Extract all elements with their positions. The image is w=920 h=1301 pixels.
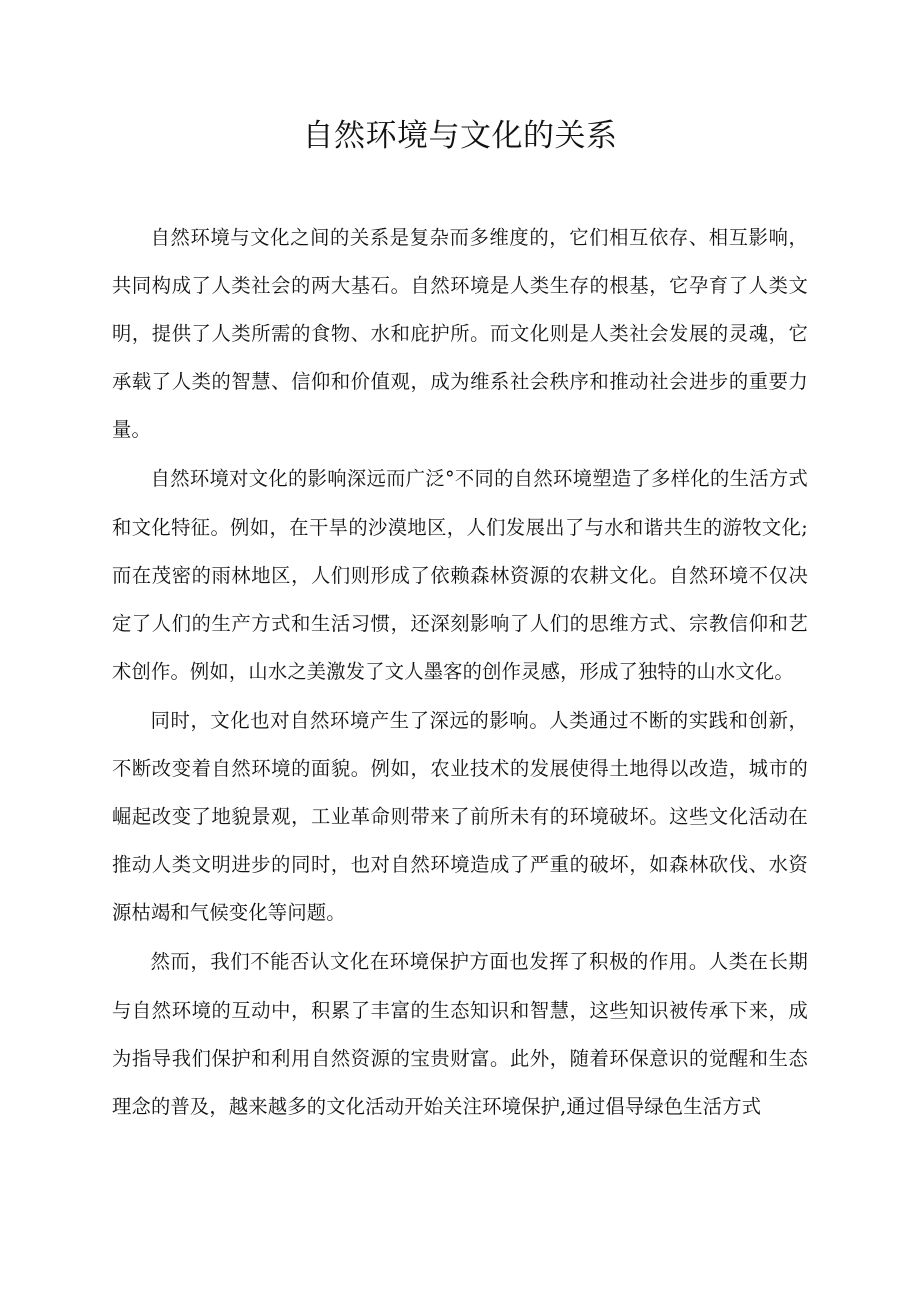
paragraph-4: 然而，我们不能否认文化在环境保护方面也发挥了积极的作用。人类在长期与自然环境的互动中，积累了丰富的生态知识和智慧，这些知识被传承下来，成为指导我们保护和利用自然资源的宝贵财富。此外，随着环保意识的觉醒和生态理念的普及，越来越多的文化活动开始关注环境保护,通过倡导绿色生活方式 [112,950,808,1118]
paragraph-1: 自然环境与文化之间的关系是复杂而多维度的，它们相互依存、相互影响，共同构成了人类社会的两大基石。自然环境是人类生存的根基，它孕育了人类文明，提供了人类所需的食物、水和庇护所。而文化则是人类社会发展的灵魂，它承载了人类的智慧、信仰和价值观，成为维系社会秩序和推动社会进步的重要力量。 [112,226,808,442]
paragraph-3: 同时，文化也对自然环境产生了深远的影响。人类通过不断的实践和创新，不断改变着自然环境的面貌。例如，农业技术的发展使得土地得以改造，城市的崛起改变了地貌景观，工业革命则带来了前所未有的环境破坏。这些文化活动在推动人类文明进步的同时，也对自然环境造成了严重的破坏，如森林砍伐、水资源枯竭和气候变化等问题。 [112,708,808,925]
paragraph-2: 自然环境对文化的影响深远而广泛°不同的自然环境塑造了多样化的生活方式和文化特征。例如，在干旱的沙漠地区，人们发展出了与水和谐共生的游牧文化;而在茂密的雨林地区，人们则形成了依赖森林资源的农耕文化。自然环境不仅决定了人们的生产方式和生活习惯，还深刻影响了人们的思维方式、宗教信仰和艺术创作。例如，山水之美激发了文人墨客的创作灵感，形成了独特的山水文化。 [112,467,808,683]
document-body [112,214,808,1132]
document-title: 自然环境与文化的关系 [302,118,618,154]
